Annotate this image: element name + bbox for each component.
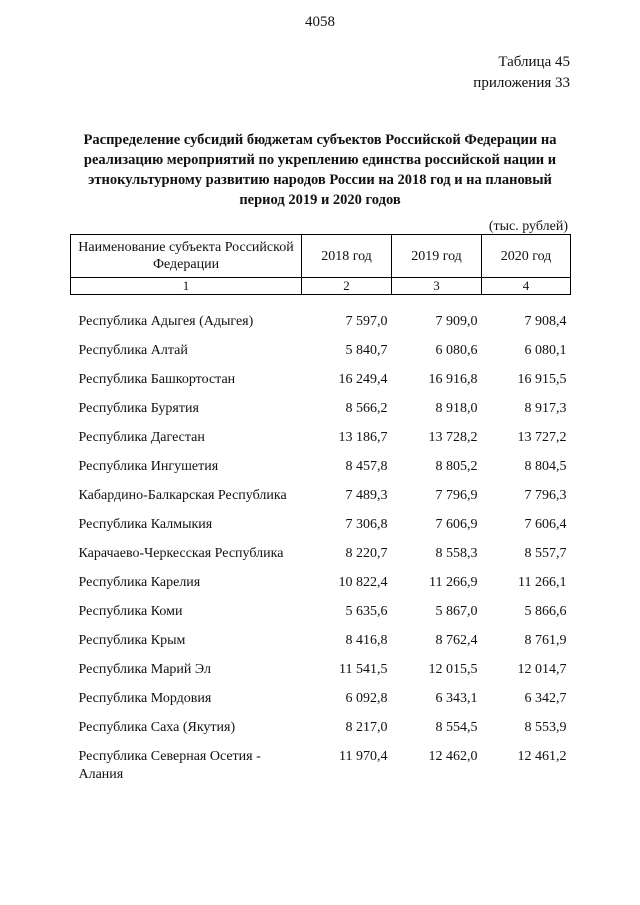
table-row	[71, 569, 571, 598]
value-2020-cell: 6 342,7	[524, 691, 567, 706]
value-2018-cell: 6 092,8	[345, 691, 388, 706]
value-2018-cell: 8 416,8	[345, 633, 388, 648]
table-row	[71, 424, 571, 453]
value-2020-cell: 6 080,1	[524, 343, 567, 358]
value-2020-cell: 8 761,9	[524, 633, 567, 648]
value-2020-cell: 7 796,3	[524, 488, 567, 503]
page-number: 4058	[305, 14, 335, 30]
value-2018-cell: 8 217,0	[345, 720, 388, 735]
value-2020-cell: 12 461,2	[517, 749, 567, 764]
table-row	[71, 656, 571, 685]
region-name-cell: Карачаево-Черкесская Республика	[78, 546, 284, 561]
value-2019-cell: 8 762,4	[435, 633, 478, 648]
region-name-cell: Республика Саха (Якутия)	[78, 720, 236, 735]
region-name-cell: Республика Дагестан	[78, 430, 205, 445]
value-2019-cell: 7 909,0	[435, 314, 478, 329]
value-2020-cell: 16 915,5	[517, 372, 567, 387]
table-row	[71, 743, 571, 790]
table-row	[71, 295, 571, 338]
value-2019-cell: 16 916,8	[428, 372, 478, 387]
value-2018-cell: 5 635,6	[345, 604, 388, 619]
header-2018: 2018 год	[302, 235, 392, 278]
table-row	[71, 685, 571, 714]
column-number-4: 4	[482, 278, 571, 295]
value-2019-cell: 8 554,5	[435, 720, 478, 735]
table-row	[71, 714, 571, 743]
header-name: Наименование субъекта Российской Федерации	[71, 235, 302, 278]
region-name-cell: Республика Ингушетия	[78, 459, 219, 474]
value-2020-cell: 12 014,7	[517, 662, 567, 677]
table-row	[71, 453, 571, 482]
value-2018-cell: 7 597,0	[345, 314, 388, 329]
value-2020-cell: 8 917,3	[524, 401, 567, 416]
value-2018-cell: 11 541,5	[339, 662, 388, 677]
region-name-cell: Республика Алтай	[78, 343, 188, 358]
value-2020-cell: 7 908,4	[524, 314, 567, 329]
table-body	[71, 295, 571, 791]
value-2020-cell: 7 606,4	[524, 517, 567, 532]
region-name-cell: Республика Калмыкия	[78, 517, 213, 532]
value-2018-cell: 8 220,7	[345, 546, 388, 561]
table-reference	[473, 52, 570, 94]
table-row	[71, 337, 571, 366]
region-name-cell: Республика Мордовия	[78, 691, 212, 706]
value-2019-cell: 8 805,2	[435, 459, 478, 474]
value-2020-cell: 8 804,5	[524, 459, 567, 474]
value-2020-cell: 11 266,1	[518, 575, 567, 590]
value-2019-cell: 12 462,0	[428, 749, 478, 764]
value-2019-cell: 11 266,9	[429, 575, 478, 590]
region-name-cell: Республика Коми	[78, 604, 183, 619]
value-2019-cell: 6 343,1	[435, 691, 478, 706]
value-2018-cell: 11 970,4	[339, 749, 388, 764]
region-name-cell: Кабардино-Балкарская Республика	[78, 488, 287, 503]
table-row	[71, 598, 571, 627]
value-2019-cell: 6 080,6	[435, 343, 478, 358]
table-row	[71, 482, 571, 511]
value-2018-cell: 8 457,8	[345, 459, 388, 474]
region-name-cell: Республика Башкортостан	[78, 372, 236, 387]
value-2018-cell: 7 489,3	[345, 488, 388, 503]
table-reference-line2: приложения 33	[473, 75, 570, 91]
region-name-cell: Республика Бурятия	[78, 401, 199, 416]
table-row	[71, 366, 571, 395]
value-2019-cell: 12 015,5	[428, 662, 478, 677]
value-2018-cell: 7 306,8	[345, 517, 388, 532]
subsidy-table	[70, 234, 571, 790]
document-title: Распределение субсидий бюджетам субъектов Российской Федерации на реализацию мероприятий по укреплению единства российской нации и этнокультурному развитию народов России на 2018 год и на плановый период 2019 и 2020 годов	[83, 132, 557, 208]
value-2020-cell: 5 866,6	[524, 604, 567, 619]
column-number-2: 2	[302, 278, 392, 295]
table-reference-line1: Таблица 45	[498, 54, 570, 70]
value-2019-cell: 8 918,0	[435, 401, 478, 416]
region-name-cell: Республика Северная Осетия - Алания	[78, 749, 261, 782]
header-2019: 2019 год	[392, 235, 482, 278]
region-name-cell: Республика Карелия	[78, 575, 201, 590]
value-2019-cell: 13 728,2	[428, 430, 478, 445]
column-number-3: 3	[392, 278, 482, 295]
value-2020-cell: 13 727,2	[517, 430, 567, 445]
table-row	[71, 511, 571, 540]
value-2018-cell: 16 249,4	[338, 372, 388, 387]
value-2018-cell: 10 822,4	[338, 575, 388, 590]
value-2020-cell: 8 557,7	[524, 546, 567, 561]
value-2019-cell: 7 606,9	[435, 517, 478, 532]
value-2018-cell: 13 186,7	[338, 430, 388, 445]
header-2020: 2020 год	[482, 235, 571, 278]
value-2019-cell: 8 558,3	[435, 546, 478, 561]
value-2018-cell: 5 840,7	[345, 343, 388, 358]
value-2019-cell: 5 867,0	[435, 604, 478, 619]
units-label: (тыс. рублей)	[488, 219, 568, 234]
value-2019-cell: 7 796,9	[435, 488, 478, 503]
value-2018-cell: 8 566,2	[345, 401, 388, 416]
region-name-cell: Республика Крым	[78, 633, 186, 648]
region-name-cell: Республика Марий Эл	[78, 662, 211, 677]
table-row	[71, 395, 571, 424]
table-row	[71, 540, 571, 569]
value-2020-cell: 8 553,9	[524, 720, 567, 735]
column-number-1: 1	[71, 278, 302, 295]
table-row	[71, 627, 571, 656]
region-name-cell: Республика Адыгея (Адыгея)	[78, 314, 254, 329]
